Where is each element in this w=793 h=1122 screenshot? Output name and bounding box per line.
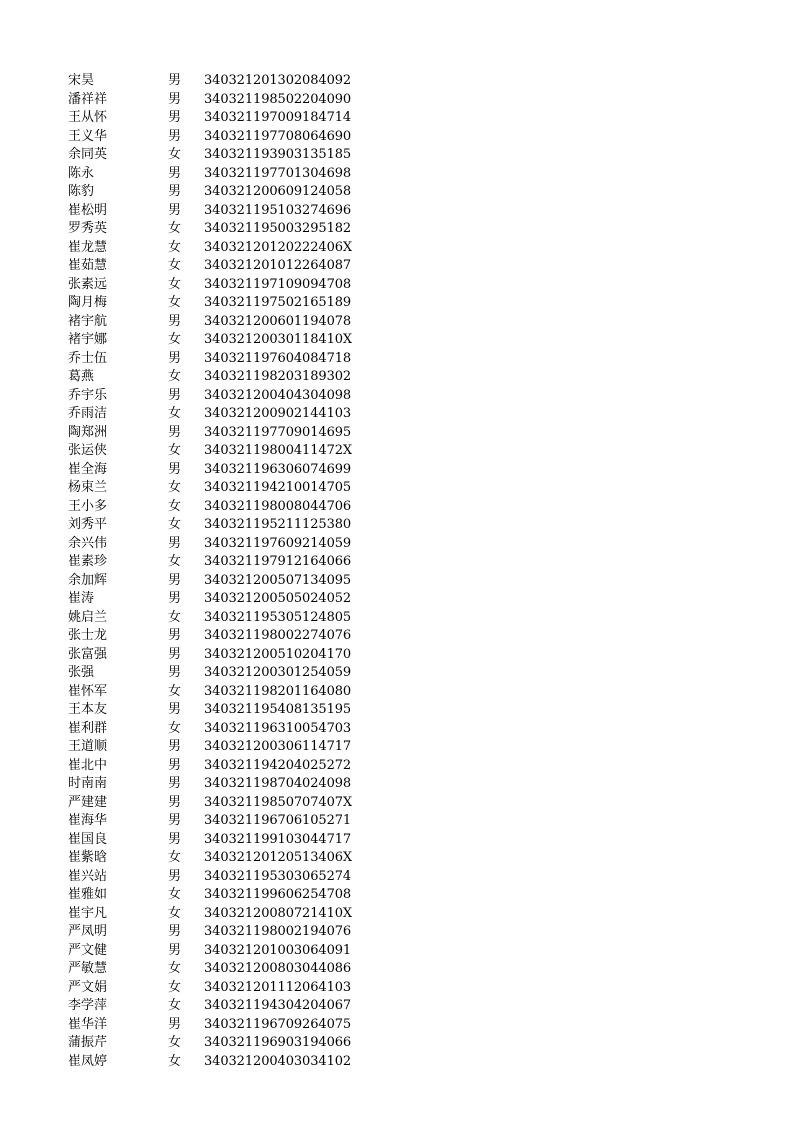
id-number-cell: 340321196306074699 (204, 461, 352, 477)
table-row (68, 146, 368, 165)
table-row (68, 516, 368, 535)
name-cell: 刘秀平 (68, 517, 108, 532)
name-cell: 张士龙 (68, 628, 108, 643)
gender-cell: 男 (168, 1016, 182, 1032)
table-row (68, 627, 368, 646)
gender-cell: 男 (168, 591, 182, 606)
gender-cell: 女 (168, 887, 182, 902)
table-row (68, 905, 368, 924)
gender-cell: 男 (168, 942, 182, 958)
id-number-cell: 340321197701304698 (204, 165, 352, 181)
gender-cell: 女 (168, 276, 182, 292)
table-row (68, 590, 368, 609)
id-number-cell: 340321198704024098 (204, 776, 352, 791)
table-row (68, 683, 368, 702)
table-row (68, 664, 368, 683)
id-number-cell: 340321195408135195 (204, 702, 352, 717)
id-number-cell: 340321199103044717 (204, 831, 352, 847)
id-number-cell: 340321197604084718 (204, 350, 352, 366)
gender-cell: 女 (168, 1035, 182, 1050)
table-row (68, 1053, 368, 1072)
gender-cell: 男 (168, 794, 182, 810)
name-cell: 崔紫晗 (68, 850, 108, 865)
gender-cell: 女 (168, 517, 182, 532)
name-cell: 崔茹慧 (68, 258, 108, 273)
id-number-cell: 340321195305124805 (204, 609, 352, 625)
id-number-cell: 340321195303065274 (204, 868, 352, 884)
gender-cell: 女 (168, 850, 182, 865)
id-number-cell: 340321198203189302 (204, 369, 352, 384)
gender-cell: 女 (168, 369, 182, 384)
gender-cell: 男 (168, 184, 182, 199)
gender-cell: 男 (168, 110, 182, 125)
gender-cell: 男 (168, 739, 182, 754)
table-row (68, 942, 368, 961)
name-cell: 陶郑洲 (68, 424, 108, 440)
gender-cell: 女 (168, 443, 182, 458)
name-cell: 崔素珍 (68, 554, 108, 569)
name-cell: 潘祥祥 (68, 91, 108, 107)
name-cell: 张富强 (68, 646, 108, 662)
gender-cell: 女 (168, 239, 182, 255)
gender-cell: 女 (168, 480, 182, 495)
table-row (68, 387, 368, 406)
name-cell: 姚启兰 (68, 609, 108, 625)
table-row (68, 646, 368, 665)
name-cell: 罗秀英 (68, 221, 108, 236)
gender-cell: 男 (168, 572, 182, 588)
gender-cell: 男 (168, 702, 182, 717)
gender-cell: 女 (168, 683, 182, 699)
gender-cell: 男 (168, 924, 182, 939)
table-row (68, 868, 368, 887)
name-cell: 崔利群 (68, 720, 108, 736)
gender-cell: 男 (168, 757, 182, 773)
name-cell: 崔怀军 (68, 683, 108, 699)
id-number-cell: 340321197709014695 (204, 424, 352, 440)
table-row (68, 183, 368, 202)
id-number-cell: 340321201302084092 (204, 73, 352, 88)
gender-cell: 女 (168, 998, 182, 1013)
table-row (68, 960, 368, 979)
table-row (68, 313, 368, 332)
table-row (68, 997, 368, 1016)
name-cell: 余加辉 (68, 572, 108, 588)
id-number-cell: 340321196709264075 (204, 1016, 352, 1032)
id-number-cell: 340321198201164080 (204, 683, 352, 699)
gender-cell: 女 (168, 609, 182, 625)
table-row (68, 202, 368, 221)
id-number-cell: 340321200505024052 (204, 591, 352, 606)
name-cell: 王义华 (68, 128, 108, 144)
name-cell: 褚宇航 (68, 313, 108, 329)
id-number-cell: 340321200803044086 (204, 961, 352, 976)
gender-cell: 男 (168, 776, 182, 791)
name-cell: 崔海华 (68, 813, 108, 828)
table-row (68, 331, 368, 350)
table-row (68, 72, 368, 91)
gender-cell: 男 (168, 646, 182, 662)
id-number-cell: 340321196706105271 (204, 813, 352, 828)
gender-cell: 女 (168, 498, 182, 514)
gender-cell: 女 (168, 332, 182, 347)
gender-cell: 女 (168, 221, 182, 236)
gender-cell: 男 (168, 813, 182, 828)
table-row (68, 572, 368, 591)
id-number-cell: 340321194204025272 (204, 757, 352, 773)
table-row (68, 220, 368, 239)
id-number-cell: 340321200510204170 (204, 646, 352, 662)
table-row (68, 461, 368, 480)
id-number-cell: 34032120080721410X (204, 905, 353, 921)
gender-cell: 女 (168, 961, 182, 976)
gender-cell: 男 (168, 461, 182, 477)
name-cell: 严凤明 (68, 924, 108, 939)
name-cell: 王道顺 (68, 739, 108, 754)
id-number-cell: 340321197912164066 (204, 554, 352, 569)
name-cell: 乔士伍 (68, 350, 108, 366)
table-row (68, 794, 368, 813)
name-cell: 严建建 (68, 794, 108, 810)
name-cell: 乔宇乐 (68, 387, 108, 403)
table-row (68, 886, 368, 905)
table-row (68, 368, 368, 387)
name-cell: 严文娟 (68, 979, 108, 995)
table-row (68, 609, 368, 628)
id-number-cell: 340321198002274076 (204, 628, 352, 643)
id-number-cell: 340321200902144103 (204, 406, 352, 421)
name-cell: 王小多 (68, 498, 108, 514)
id-number-cell: 340321198002194076 (204, 924, 352, 939)
id-number-cell: 340321200404304098 (204, 387, 352, 403)
gender-cell: 女 (168, 720, 182, 736)
name-cell: 蒲振芹 (68, 1035, 108, 1050)
gender-cell: 女 (168, 295, 182, 310)
name-cell: 崔兴站 (68, 868, 108, 884)
table-row (68, 405, 368, 424)
gender-cell: 男 (168, 165, 182, 181)
name-cell: 时南南 (68, 776, 108, 791)
id-number-cell: 34032120120222406X (204, 239, 353, 255)
id-number-cell: 34032119850707407X (204, 794, 353, 810)
table-row (68, 442, 368, 461)
name-cell: 崔宇凡 (68, 905, 108, 921)
id-number-cell: 340321197609214059 (204, 535, 352, 551)
id-number-cell: 340321200609124058 (204, 184, 352, 199)
id-number-cell: 340321200403034102 (204, 1053, 352, 1069)
name-cell: 崔北中 (68, 757, 108, 773)
gender-cell: 女 (168, 1053, 182, 1069)
id-number-cell: 340321200507134095 (204, 572, 352, 588)
name-cell: 崔全海 (68, 461, 108, 477)
name-cell: 严敏慧 (68, 961, 108, 976)
id-number-cell: 340321200306114717 (204, 739, 352, 754)
table-row (68, 701, 368, 720)
table-row (68, 923, 368, 942)
id-number-cell: 340321200301254059 (204, 665, 352, 680)
id-number-cell: 340321195103274696 (204, 202, 352, 218)
id-number-cell: 340321197502165189 (204, 295, 352, 310)
id-number-cell: 340321198502204090 (204, 91, 352, 107)
id-number-cell: 340321197009184714 (204, 110, 352, 125)
table-row (68, 738, 368, 757)
name-cell: 崔松明 (68, 202, 108, 218)
gender-cell: 女 (168, 905, 182, 921)
id-number-cell: 340321197708064690 (204, 128, 352, 144)
name-cell: 褚宇娜 (68, 332, 108, 347)
gender-cell: 女 (168, 406, 182, 421)
table-row (68, 1034, 368, 1053)
name-cell: 杨束兰 (68, 480, 108, 495)
gender-cell: 男 (168, 128, 182, 144)
name-cell: 王从怀 (68, 110, 108, 125)
table-row (68, 775, 368, 794)
name-cell: 崔雅如 (68, 887, 108, 902)
name-cell: 葛燕 (68, 369, 95, 384)
gender-cell: 女 (168, 554, 182, 569)
name-cell: 李学萍 (68, 998, 108, 1013)
roster-table (68, 72, 368, 1071)
gender-cell: 男 (168, 424, 182, 440)
gender-cell: 男 (168, 628, 182, 643)
id-number-cell: 340321198008044706 (204, 498, 352, 514)
gender-cell: 男 (168, 831, 182, 847)
gender-cell: 女 (168, 147, 182, 162)
name-cell: 余兴伟 (68, 535, 108, 551)
table-row (68, 424, 368, 443)
table-row (68, 553, 368, 572)
id-number-cell: 340321193903135185 (204, 147, 352, 162)
gender-cell: 男 (168, 350, 182, 366)
table-row (68, 128, 368, 147)
name-cell: 严文健 (68, 942, 108, 958)
table-row (68, 257, 368, 276)
name-cell: 崔华洋 (68, 1016, 108, 1032)
id-number-cell: 340321197109094708 (204, 276, 352, 292)
table-row (68, 1016, 368, 1035)
id-number-cell: 340321200601194078 (204, 313, 352, 329)
id-number-cell: 340321194304204067 (204, 998, 352, 1013)
table-row (68, 535, 368, 554)
table-row (68, 239, 368, 258)
gender-cell: 男 (168, 665, 182, 680)
table-row (68, 276, 368, 295)
table-row (68, 849, 368, 868)
name-cell: 陈永 (68, 165, 95, 181)
name-cell: 崔龙慧 (68, 239, 108, 255)
table-row (68, 350, 368, 369)
gender-cell: 男 (168, 91, 182, 107)
name-cell: 崔国良 (68, 831, 108, 847)
name-cell: 张运侠 (68, 443, 108, 458)
id-number-cell: 340321196903194066 (204, 1035, 352, 1050)
gender-cell: 男 (168, 868, 182, 884)
id-number-cell: 34032120030118410X (204, 332, 353, 347)
table-row (68, 979, 368, 998)
gender-cell: 男 (168, 535, 182, 551)
table-row (68, 812, 368, 831)
name-cell: 宋昊 (68, 73, 95, 88)
name-cell: 张素远 (68, 276, 108, 292)
gender-cell: 男 (168, 73, 182, 88)
id-number-cell: 340321201012264087 (204, 258, 352, 273)
table-row (68, 479, 368, 498)
table-row (68, 91, 368, 110)
table-row (68, 165, 368, 184)
table-row (68, 757, 368, 776)
gender-cell: 男 (168, 313, 182, 329)
name-cell: 余同英 (68, 147, 108, 162)
gender-cell: 男 (168, 387, 182, 403)
table-row (68, 831, 368, 850)
id-number-cell: 340321196310054703 (204, 720, 352, 736)
id-number-cell: 340321201003064091 (204, 942, 352, 958)
name-cell: 王本友 (68, 702, 108, 717)
gender-cell: 男 (168, 202, 182, 218)
name-cell: 崔涛 (68, 591, 95, 606)
id-number-cell: 34032119800411472X (204, 443, 353, 458)
id-number-cell: 340321201112064103 (204, 979, 352, 995)
gender-cell: 女 (168, 258, 182, 273)
gender-cell: 女 (168, 979, 182, 995)
id-number-cell: 340321194210014705 (204, 480, 352, 495)
table-row (68, 109, 368, 128)
name-cell: 陶月梅 (68, 295, 108, 310)
id-number-cell: 340321199606254708 (204, 887, 352, 902)
name-cell: 张强 (68, 665, 95, 680)
table-row (68, 294, 368, 313)
table-row (68, 498, 368, 517)
id-number-cell: 340321195211125380 (204, 517, 352, 532)
id-number-cell: 34032120120513406X (204, 850, 353, 865)
table-row (68, 720, 368, 739)
name-cell: 陈豹 (68, 184, 95, 199)
name-cell: 乔雨洁 (68, 406, 108, 421)
name-cell: 崔凤婷 (68, 1053, 108, 1069)
id-number-cell: 340321195003295182 (204, 221, 352, 236)
